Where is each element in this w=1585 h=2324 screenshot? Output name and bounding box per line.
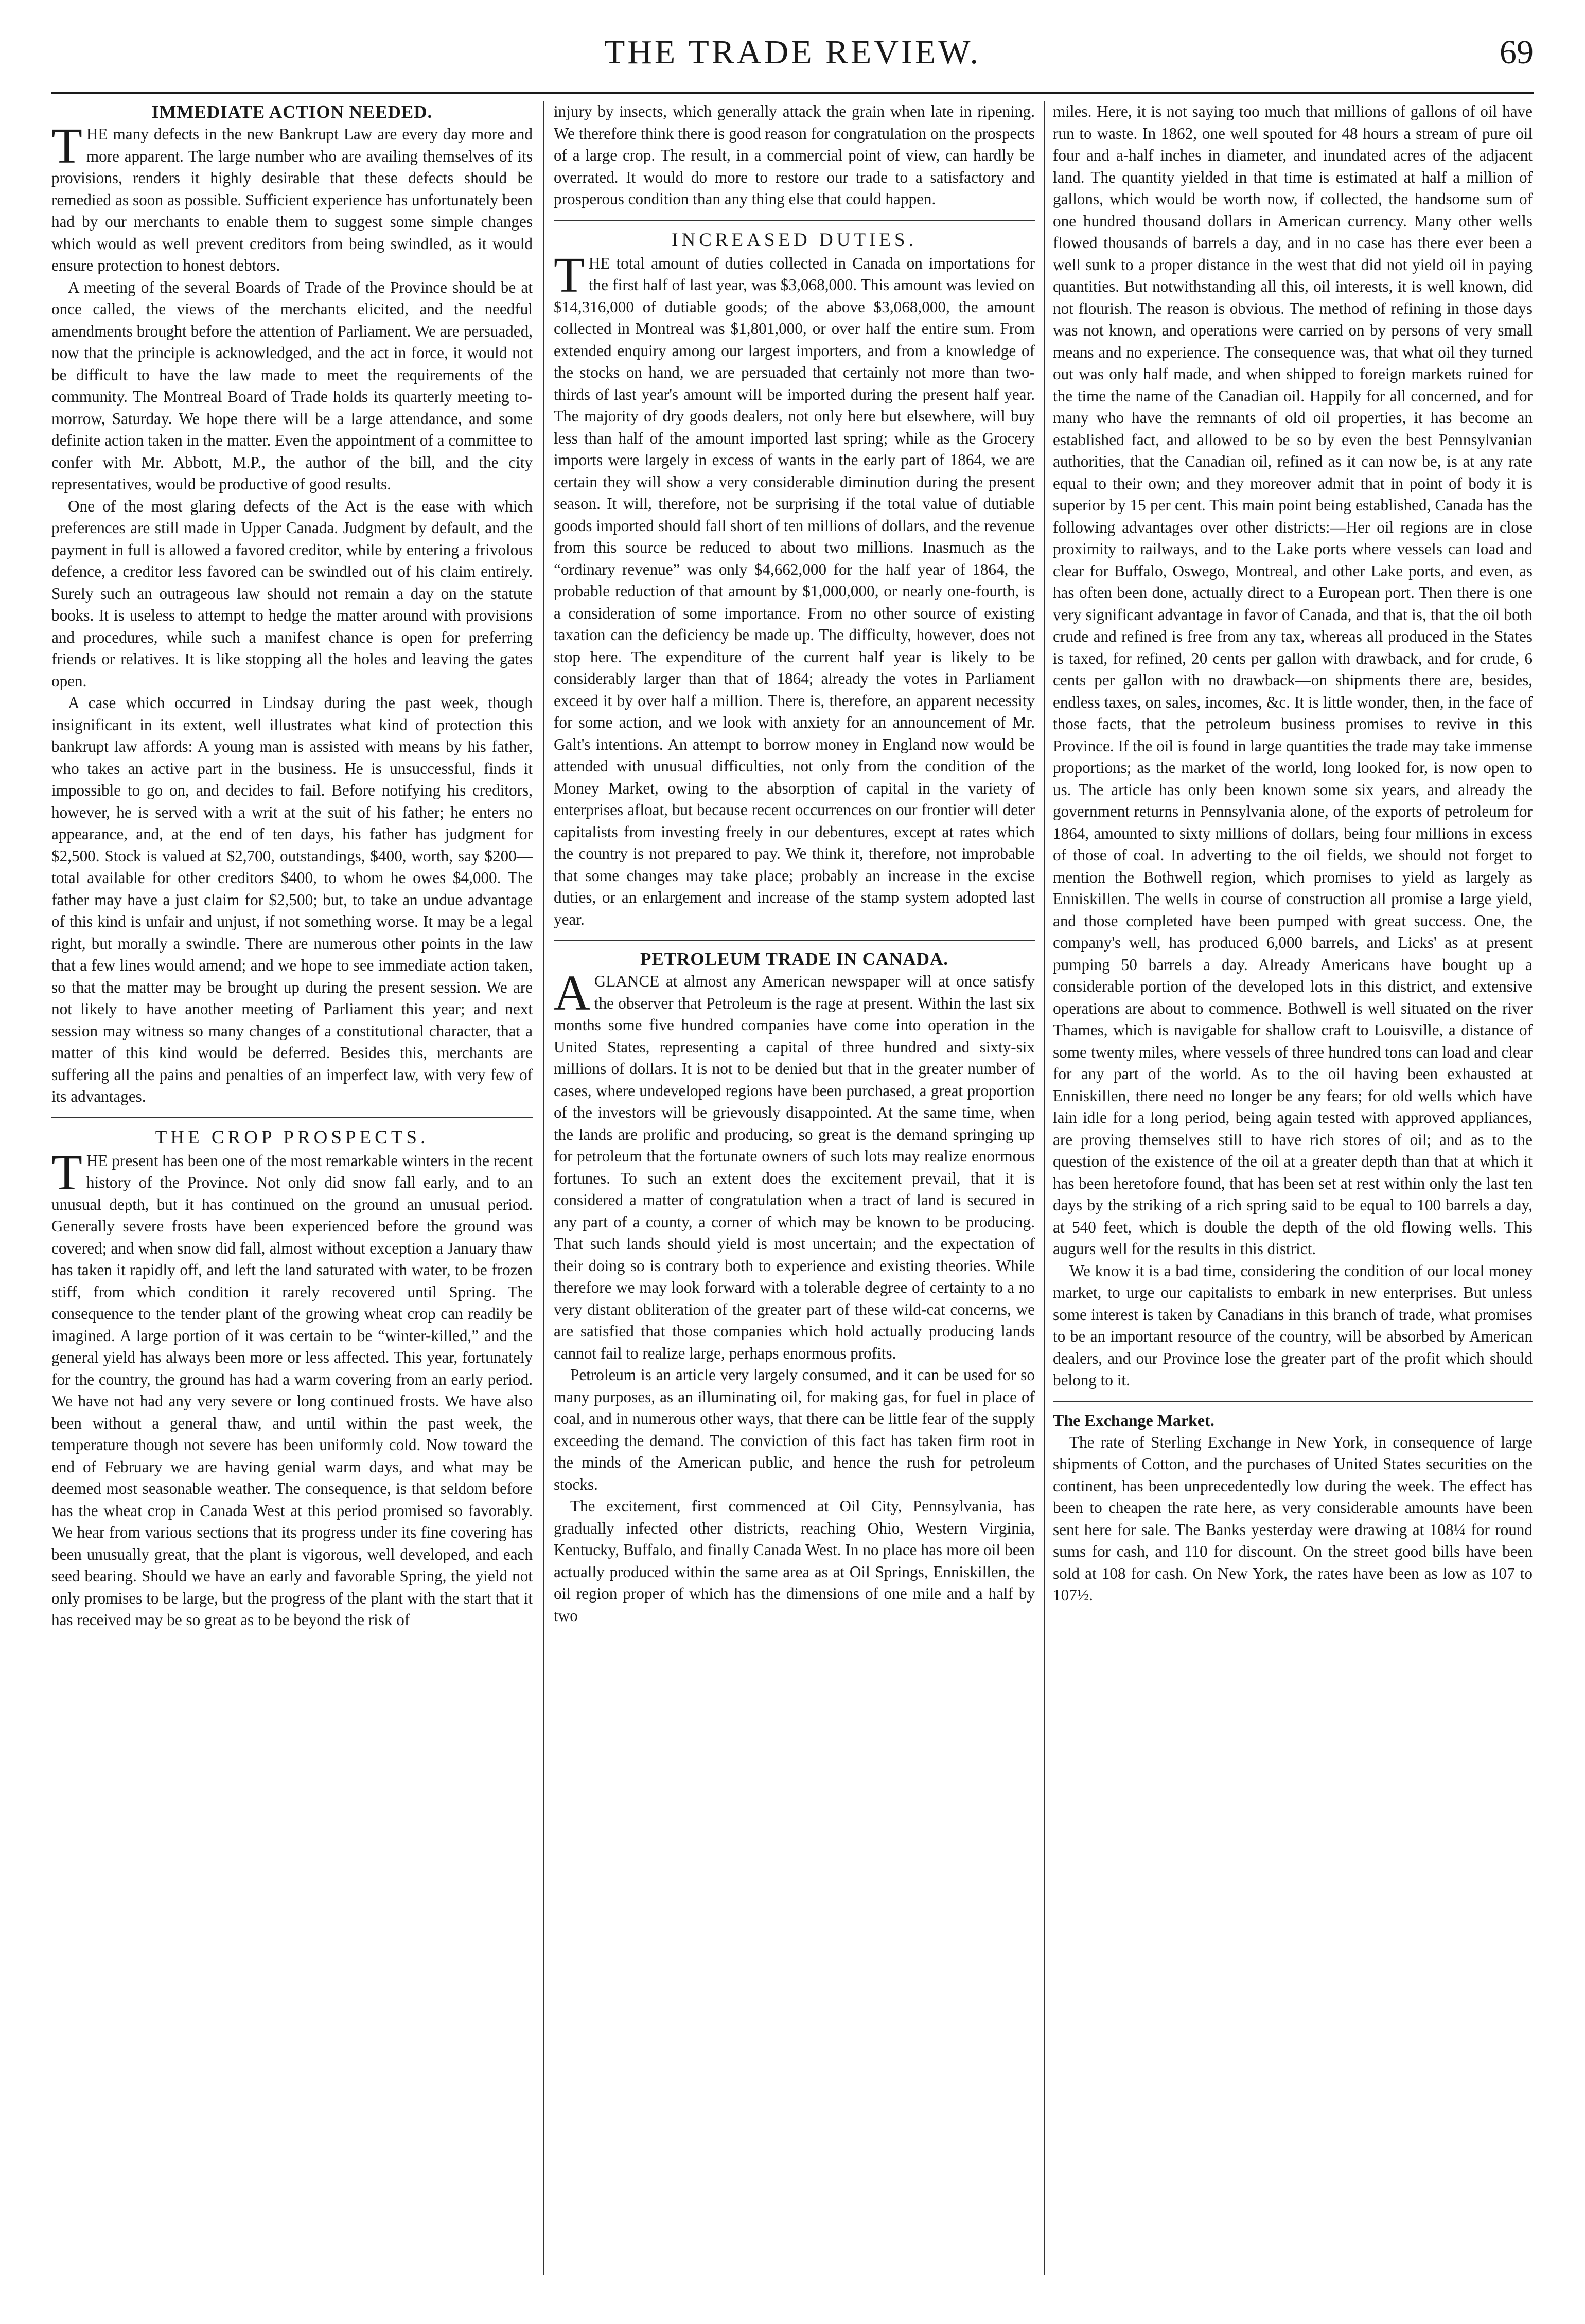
drop-cap: T <box>51 1145 82 1201</box>
article-paragraph <box>554 965 1035 1364</box>
drop-cap: T <box>554 247 585 303</box>
section-divider <box>554 940 1035 941</box>
article-immediate-action <box>51 101 533 1108</box>
column-divider <box>1044 101 1045 2275</box>
column-3 <box>1053 101 1533 2275</box>
article-paragraph: The rate of Sterling Exchange in New York, in consequence of large shipments of Cotton, and the purchases of United States securities on the continent, has been unprecedentedly low during the week. The effect has been to cheapen the rate here, as very considerable amounts have been sent here for sale. The Banks yesterday were drawing at 108¼ for round sums for cash, and 110 for discount. On the street good bills have been sold at 108 for cash. On New York, the rates have been as low as 107 to 107½. <box>1053 1433 1533 1604</box>
page-header <box>51 0 1534 91</box>
column-2 <box>554 101 1035 2275</box>
paragraph-text: HE total amount of duties collected in Canada on importations for the first half of last year, was $3,068,000. This amount was levied on $14,316,000 of dutiable goods; of the above $3,068,000, the amount collected in Montreal was $1,801,000, or over half the entire sum. From extended enquiry among our largest importers, and from a knowledge of the stocks on hand, we are persuaded that certainly not more than two-thirds of last year's amount will be imported during the present half year. The majority of dry goods dealers, not only here but elsewhere, will buy less than half of the amount imported last spring; while as the Grocery imports were largely in excess of wants in the early part of 1864, we are certain they will show a very considerable diminution during the present season. It will, therefore, not be surprising if the total value of dutiable goods imported should fall short of ten millions of dollars, and the revenue from this source be reduced to about two millions. Inasmuch as the “ordinary revenue” was only $4,662,000 for the half year of 1864, the probable reduction of that amount by $1,000,000, or nearly one-fourth, is a consideration of some importance. From no other source of existing taxation can the deficiency be made up. The difficulty, however, does not stop here. The expenditure of the current half year is likely to be considerably larger than that of 1864; already the votes in Parliament exceed it by over half a million. There is, therefore, an apparent necessity for some action, and we look with anxiety for an announcement of Mr. Galt's intentions. An attempt to borrow money in England now would be attended with unusual difficulties, not only from the condition of the Money Market, owing to the absorption of capital in the variety of enterprises afloat, but because recent occurrences on our frontier will deter capitalists from investing freely in our debentures, except at rates which the country is not prepared to pay. We think it, therefore, not improbable that some changes may take place; probably an increase in the excise duties, or an enlargement and increase of the stamp system adopted last year. <box>554 254 1035 928</box>
article-paragraph: A meeting of the several Boards of Trade of the Province should be at once called, the views of the merchants elicited, and the needful amendments brought before the attention of Parliament. We are persuaded, now that the principle is acknowledged, and the act in force, it would not be difficult to have the law made to meet the requirements of the community. The Montreal Board of Trade holds its quarterly meeting to-morrow, Saturday. We hope there will be a large attendance, and some definite action taken in the matter. Even the appointment of a committee to confer with Mr. Abbott, M.P., the author of the bill, and the city representatives, would be productive of good results. <box>51 278 533 493</box>
article-continuation: injury by insects, which generally attack the grain when late in ripening. We therefore think there is good reason for congratulation on the prospects of a large crop. The result, in a commercial point of view, can hardly be overrated. It would do more to restore our trade to a satisfactory and prosperous condition than any thing else that could happen. <box>554 102 1035 208</box>
article-exchange-market <box>1053 1409 1533 1607</box>
article-paragraph: The excitement, first commenced at Oil City, Pennsylvania, has gradually infected other districts, reaching Ohio, Western Virginia, Kentucky, Buffalo, and finally Canada West. In no place has more oil been actually produced within the same area as at Oil Springs, Enniskillen, the oil region proper of which has the dimensions of one mile and a half by two <box>554 1497 1035 1625</box>
drop-cap: T <box>51 118 82 174</box>
paragraph-text: HE present has been one of the most remarkable winters in the recent history of the Province. Not only did snow fall early, and to an unusual depth, but it has continued on the ground an unusual period. Generally severe frosts have been experienced before the ground was covered; and when snow did fall, almost without exception a January thaw has taken it rapidly off, and left the land saturated with water, to be frozen stiff, from which condition it rarely recovered until Spring. The consequence to the tender plant of the growing wheat crop can readily be imagined. A large portion of it was certain to be “winter-killed,” and the general yield has always been more or less affected. This year, fortunately for the country, the ground has had a warm covering from an early period. We have not had any very severe or long continued frosts. We have also been without a general thaw, and until within the past week, the temperature though not severe has been uniformly cold. Now toward the end of February we are having genial warm days, and what may be deemed most seasonable weather. The consequence, is that seldom before has the wheat crop in Canada West at this period promised so favorably. We hear from various sections that its progress under its fine covering has been unusually great, that the plant is vigorous, well developed, and each seed bearing. Should we have an early and favorable Spring, the yield not only promises to be large, but the progress of the plant with the start that it has received may be so great as to be beyond the risk of <box>51 1151 533 1629</box>
article-paragraph <box>554 247 1035 931</box>
article-increased-duties <box>554 228 1035 931</box>
paragraph-text: GLANCE at almost any American newspaper will at once satisfy the observer that Petroleum is the rage at present. Within the last six months some five hundred companies have come into operation in the United States, representing a capital of three hundred and sixty-six millions of dollars. It is not to be denied but that in the greater number of cases, where undeveloped regions have been purchased, a great proportion of the investors will be grievously disappointed. At the same time, when the lands are prolific and producing, so great is the demand springing up for petroleum that the fortunate owners of such lots may realize enormous fortunes. To such an extent does the excitement prevail, that it is considered a matter of congratulation when a tract of land is secured in any part of a county, a corner of which may be known to be producing. That such lands should yield is most uncertain; and the expectation of their doing so is contrary both to experience and existing theories. While therefore we may look forward with a tolerable degree of certainty to a no very distant obliteration of the greater part of these wild-cat concerns, we are satisfied that those companies which hold actually producing lands cannot fail to realize large, perhaps enormous profits. <box>554 972 1035 1362</box>
article-petroleum-trade <box>554 948 1035 1627</box>
page-number: 69 <box>1500 33 1534 71</box>
article-heading: IMMEDIATE ACTION NEEDED. <box>151 102 433 122</box>
column-1 <box>51 101 533 2275</box>
column-divider <box>543 101 544 2275</box>
article-paragraph: Petroleum is an article very largely consumed, and it can be used for so many purposes, as an illuminating oil, for making gas, for fuel in place of coal, and in numerous other ways, that there can be little fear of the supply exceeding the demand. The conviction of this fact has taken firm root in the minds of the American public, and hence the rush for petroleum stocks. <box>554 1366 1035 1493</box>
article-paragraph: We know it is a bad time, considering the condition of our local money market, to urge our capitalists to embark in new enterprises. But unless some interest is taken by Canadians in this branch of trade, what promises to be an important resource of the country, will be absorbed by American dealers, and our Province lose the greater part of the profit which should belong to it. <box>1053 1261 1533 1389</box>
article-heading: INCREASED DUTIES. <box>672 229 917 251</box>
paragraph-text: HE many defects in the new Bankrupt Law are every day more and more apparent. The large number who are availing themselves of its provisions, renders it highly desirable that these defects should be remedied as soon as possible. Sufficient experience has unfortunately been had by our merchants to enable them to suggest some simple changes which would as well prevent creditors from being swindled, as it would ensure protection to honest debtors. <box>51 125 533 274</box>
article-paragraph <box>51 1145 533 1631</box>
header-rule <box>51 92 1534 94</box>
article-crop-prospects <box>51 1125 533 1631</box>
article-paragraph <box>51 118 533 277</box>
section-divider <box>1053 1401 1533 1402</box>
article-heading: THE CROP PROSPECTS. <box>155 1126 429 1148</box>
section-divider <box>554 220 1035 221</box>
article-paragraph: One of the most glaring defects of the Act is the ease with which preferences are still made in Upper Canada. Judgment by default, and the payment in full is allowed a favored creditor, while by entering a frivolous defence, a creditor less favored can be swindled out of his claim entirely. Surely such an outrageous law should not remain a day on the statute books. It is useless to attempt to hedge the matter around with provisions and procedures, while such a manifest chance is open for preferring friends or relatives. It is like stopping all the holes and leaving the gates open. <box>51 497 533 690</box>
article-paragraph: A case which occurred in Lindsay during the past week, though insignificant in its extent, well illustrates what kind of protection this bankrupt law affords: A young man is assisted with means by his father, who takes an active part in the business. He is unsuccessful, finds it impossible to go on, and decides to fail. Before notifying his creditors, however, he is served with a writ at the suit of his father; he enters no appearance, and, at the end of ten days, his father has judgment for $2,500. Stock is valued at $2,700, outstandings, $400, worth, say $200—total available for other creditors $400, to whom he owes $4,000. The father may have a just claim for $2,500; but, to take an undue advantage of this kind is unfair and unjust, if not something worse. It may be a legal right, but morally a swindle. There are numerous other points in the law that a few lines would amend; and we hope to see immediate action taken, so that the matter may be brought up during the present session. We are not likely to have another meeting of Parliament this year; and next session may witness so many changes of a constitutional character, that a matter of this kind would be deferred. Besides this, merchants are suffering all the pains and penalties of an imperfect law, with very few of its advantages. <box>51 694 533 1105</box>
section-divider <box>51 1117 533 1118</box>
article-heading: The Exchange Market. <box>1053 1411 1214 1430</box>
drop-cap: A <box>554 965 590 1021</box>
article-heading: PETROLEUM TRADE IN CANADA. <box>640 949 948 969</box>
article-continuation: miles. Here, it is not saying too much that millions of gallons of oil have run to waste. In 1862, one well spouted for 48 hours a stream of pure oil four and a-half inches in diameter, and inundated acres of the adjacent land. The quantity yielded in that time is estimated at half a million of gallons, which would be worth now, if collected, the handsome sum of one hundred thousand dollars in American currency. Many other wells flowed thousands of barrels a day, and in no case has there ever been a well sunk to a proper distance in the west that did not yield oil in paying quantities. But notwithstanding all this, oil interests, it is well known, did not flourish. The reason is obvious. The method of refining in those days was not known, and operations were carried on by persons of very small means and no experience. The consequence was, that what oil they turned out was only half made, and when shipped to foreign markets ruined for the time the name of the Canadian oil. Happily for all concerned, and for many who have the remnants of old oil properties, it has become an established fact, and allowed to be so by even the best Pennsylvanian authorities, that the Canadian oil, refined as it can now be, is at any rate equal to their own; and they moreover admit that in point of body it is superior by 15 per cent. This main point being established, Canada has the following advantages over other districts:—Her oil regions are in close proximity to railways, and to the Lake ports where vessels can load and clear for Buffalo, Oswego, Montreal, and other Lake ports, and even, as has often been done, actually direct to a European port. Then there is one very significant advantage in favor of Canada, and that is, that the oil both crude and refined is free from any tax, whereas all produced in the States is taxed, for refined, 20 cents per gallon with drawback, and for crude, 6 cents per gallon with no drawback—on shipments there are, besides, endless taxes, on sales, incomes, &c. It is little wonder, then, in the face of those facts, that the petroleum business promises to revive in this Province. If the oil is found in large quantities the trade may take immense proportions; as the market of the world, long looked for, is now open to us. The article has only been known some six years, and already the government returns in Pennsylvania alone, of the exports of petroleum for 1864, amounted to sixty millions of dollars, being four millions in excess of those of coal. In adverting to the oil fields, we should not forget to mention the Bothwell region, which promises to yield as largely as Enniskillen. The wells in course of construction all promise a large yield, and those completed have been pumped with great success. One, the company's well, has produced 6,000 barrels, and Licks' as at present pumping 50 barrels a day. Already Americans have bought up a considerable portion of the developed lots in this district, and extensive operations are about to commence. Bothwell is well situated on the river Thames, which is navigable for shallow craft to Louisville, a distance of some twenty miles, where vessels of three hundred tons can load and clear for any part of the world. As to the oil having been exhausted at Enniskillen, there need no longer be any fears; for old wells which have lain idle for a long period, being again tested with approved appliances, are proving themselves still to have rich stores of oil; and as to the question of the existence of the oil at a greater depth than that at which it has been heretofore found, that has been set at rest within only the last ten days by the striking of a rich spring said to be equal to 100 barrels a day, at 540 feet, which is double the depth of the old flowing wells. This augurs well for the results in this district. <box>1053 102 1533 1258</box>
page-title: THE TRADE REVIEW. <box>604 33 981 71</box>
